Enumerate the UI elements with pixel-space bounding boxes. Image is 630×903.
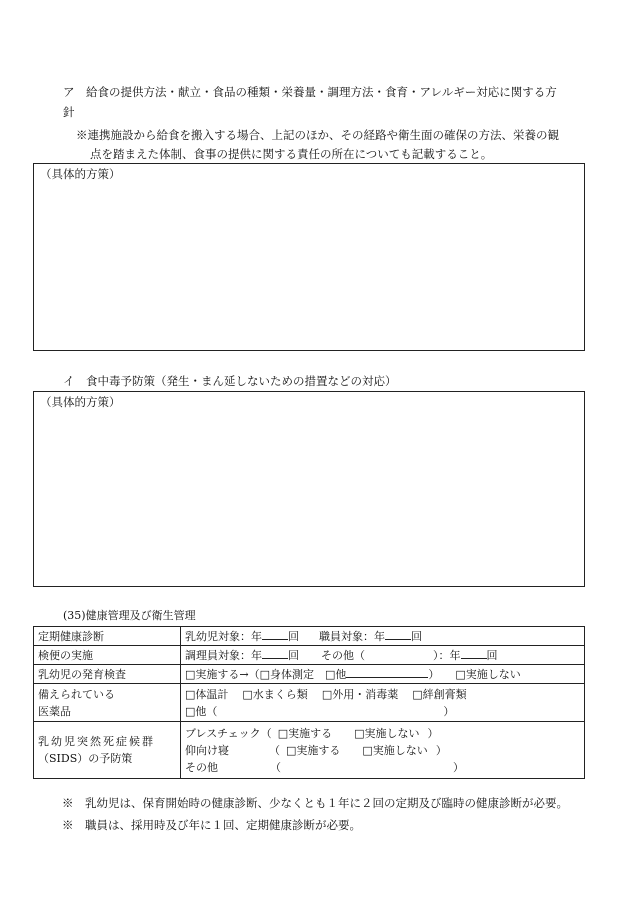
checkup-infant-label: 乳幼児対象：年 bbox=[185, 630, 262, 643]
sids-other-close: ） bbox=[453, 760, 464, 774]
sids-breath-close: ） bbox=[427, 726, 439, 740]
section-i-box-label: （具体的方策） bbox=[40, 395, 121, 409]
medicine-other-option[interactable]: □他（ bbox=[185, 704, 218, 718]
medicine-cell bbox=[181, 684, 585, 722]
medicine-label-line2: 医薬品 bbox=[38, 704, 71, 718]
stool-cook-label: 調理員対象：年 bbox=[185, 649, 262, 662]
health-management-table bbox=[33, 626, 585, 779]
sids-breath-not-option[interactable]: □実施しない bbox=[354, 726, 420, 740]
checkup-label: 定期健康診断 bbox=[34, 627, 181, 646]
medicine-thermometer-option[interactable]: □体温計 bbox=[185, 687, 229, 701]
section-i-heading: イ 食中毒予防策（発生・まん延しないための措置などの対応） bbox=[63, 374, 397, 388]
checkup-infant-kai: 回 bbox=[288, 630, 299, 643]
sids-cell bbox=[181, 722, 585, 779]
medicine-other-close: ） bbox=[443, 704, 455, 718]
table-row bbox=[34, 722, 585, 779]
section-a-heading-line1: ア 給食の提供方法・献立・食品の種類・栄養量・調理方法・食育・アレルギー対応に関する方 bbox=[63, 85, 557, 99]
development-label: 乳幼児の発育検査 bbox=[34, 665, 181, 684]
section-i-answer-box[interactable] bbox=[33, 391, 585, 587]
sids-breath-check-label: ブレスチェック（ bbox=[185, 726, 272, 740]
stool-other-count-field[interactable] bbox=[461, 646, 487, 659]
medicine-label bbox=[34, 684, 181, 722]
checkup-staff-count-field[interactable] bbox=[385, 627, 411, 640]
stool-cell bbox=[181, 646, 585, 665]
checkup-cell bbox=[181, 627, 585, 646]
sids-supine-open: （ bbox=[269, 743, 280, 757]
stool-other-label: その他（ bbox=[321, 649, 365, 662]
development-not-option[interactable]: □実施しない bbox=[455, 668, 521, 681]
sids-supine-close: ） bbox=[435, 743, 447, 757]
note-infant-checkup: ※ 乳幼児は、保育開始時の健康診断、少なくとも１年に２回の定期及び臨時の健康診断が必要。 bbox=[62, 796, 568, 810]
medicine-ice-pillow-option[interactable]: □水まくら類 bbox=[242, 687, 308, 701]
section-a-note-line1: ※連携施設から給食を搬入する場合、上記のほか、その経路や衛生面の確保の方法、栄養の観 bbox=[76, 128, 559, 142]
development-cell bbox=[181, 665, 585, 684]
checkup-staff-label: 職員対象：年 bbox=[319, 630, 385, 643]
sids-supine-do-option[interactable]: □実施する bbox=[286, 743, 341, 757]
sids-label-line1: 乳幼児突然死症候群 bbox=[38, 735, 155, 748]
sids-supine-not-option[interactable]: □実施しない bbox=[362, 743, 428, 757]
medicine-label-line1: 備えられている bbox=[38, 687, 115, 701]
stool-cook-kai: 回 bbox=[288, 649, 299, 662]
sids-label-line2: （SIDS）の予防策 bbox=[38, 752, 133, 765]
development-other-field[interactable] bbox=[346, 665, 428, 678]
section-a-box-label: （具体的方策） bbox=[40, 167, 121, 181]
stool-other-close: ）：年 bbox=[433, 649, 461, 662]
table-row bbox=[34, 665, 585, 684]
checkup-staff-kai: 回 bbox=[411, 630, 422, 643]
medicine-bandage-option[interactable]: □絆創膏類 bbox=[412, 687, 467, 701]
stool-cook-count-field[interactable] bbox=[262, 646, 288, 659]
sids-other-open: （ bbox=[270, 760, 281, 774]
table-row bbox=[34, 684, 585, 722]
section-35-title: (35)健康管理及び衛生管理 bbox=[63, 609, 196, 622]
stool-label: 検便の実施 bbox=[34, 646, 181, 665]
table-row bbox=[34, 627, 585, 646]
sids-label bbox=[34, 722, 181, 779]
note-staff-checkup: ※ 職員は、採用時及び年に１回、定期健康診断が必要。 bbox=[62, 818, 361, 832]
development-close: ） bbox=[428, 668, 440, 681]
sids-other-label: その他 bbox=[185, 760, 218, 774]
medicine-disinfectant-option[interactable]: □外用・消毒薬 bbox=[321, 687, 399, 701]
section-a-answer-box[interactable] bbox=[33, 163, 585, 351]
sids-supine-label: 仰向け寝 bbox=[185, 743, 229, 757]
section-a-note-line2: 点を踏まえた体制、食事の提供に関する責任の所在についても記載すること。 bbox=[90, 147, 493, 161]
table-row bbox=[34, 646, 585, 665]
development-do-option[interactable]: □実施する→（□身体測定 □他 bbox=[185, 668, 347, 681]
stool-other-kai: 回 bbox=[486, 649, 498, 662]
checkup-infant-count-field[interactable] bbox=[262, 627, 288, 640]
section-a-heading-line2: 針 bbox=[63, 105, 75, 119]
sids-breath-do-option[interactable]: □実施する bbox=[277, 726, 333, 740]
